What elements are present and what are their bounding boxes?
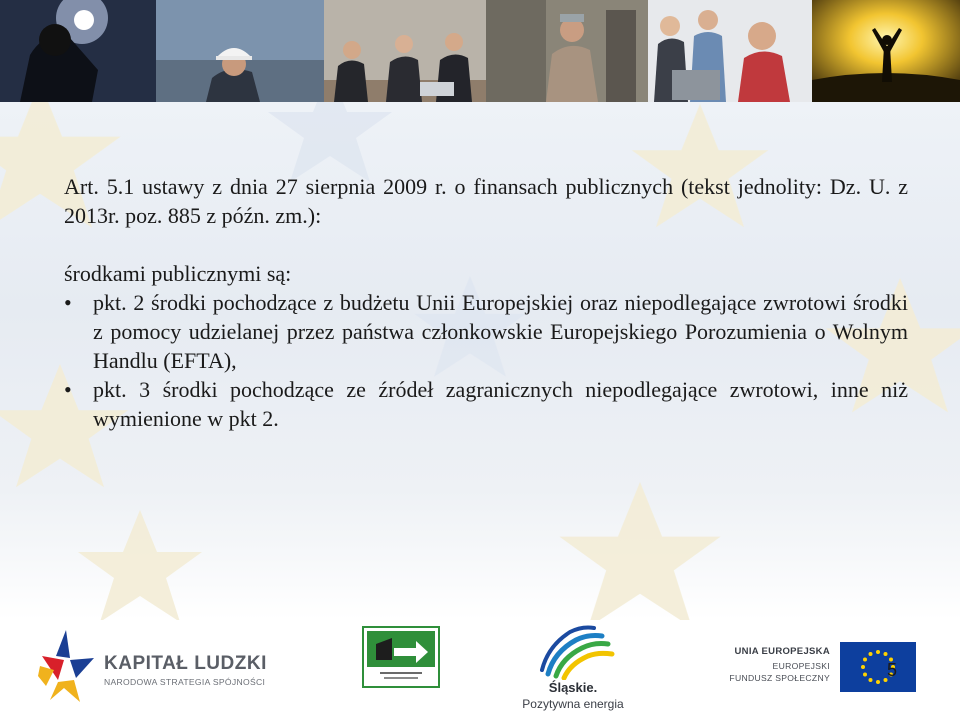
ue-fund-line: FUNDUSZ SPOŁECZNY (729, 673, 830, 683)
wup-katowice-logo (362, 626, 440, 693)
eu-flag-star (861, 665, 865, 669)
eu-flag-star (884, 652, 888, 656)
engineer-photo (156, 0, 324, 102)
kapital-ludzki-logo (36, 626, 98, 711)
slaskie-logo (528, 624, 618, 685)
eu-flag-star (869, 678, 873, 682)
ue-fund-line: EUROPEJSKI (772, 661, 830, 671)
kapital-ludzki-subtitle: NARODOWA STRATEGIA SPÓJNOŚCI (104, 677, 266, 687)
article-reference: Art. 5.1 ustawy z dnia 27 sierpnia 2009 r. o finansach publicznych (tekst jednolity: Dz. U. z 2013r. poz. 885 z późn. zm.): (64, 174, 908, 228)
worker-photo (486, 0, 648, 102)
ue-fund-name (700, 660, 830, 684)
footer-logos (0, 620, 960, 720)
business-team-photo (324, 0, 486, 102)
eu-flag-star (869, 652, 873, 656)
slaskie-tagline: Pozytywna energia (522, 697, 624, 711)
slaskie-name: Śląskie. (548, 680, 598, 695)
list-item: • pkt. 3 środki pochodzące ze źródeł zagranicznych niepodlegające zwrotowi, inne niż wymienione w pkt 2. (64, 375, 908, 433)
ue-title: UNIA EUROPEJSKA (734, 646, 830, 657)
sunset-silhouette-photo (812, 0, 960, 102)
slide-content (64, 172, 908, 433)
page-number: 5 (887, 660, 898, 680)
eu-flag-star (863, 673, 867, 677)
eu-flag-star (876, 680, 880, 684)
kapital-ludzki-title: KAPITAŁ LUDZKI (104, 653, 267, 674)
office-workers-photo (648, 0, 812, 102)
section-heading: środkami publicznymi są: (64, 261, 292, 286)
photo-banner (0, 0, 960, 102)
list-item: • pkt. 2 środki pochodzące z budżetu Unii Europejskiej oraz niepodlegające zwrotowi środki z pomocy udzielanej przez państwa członkowskie Europejskiego Porozumienia o Wolnym Handlu (EFTA), (64, 288, 908, 375)
eu-flag-star (876, 650, 880, 654)
eu-flag-icon (840, 642, 916, 697)
eu-flag-star (863, 658, 867, 662)
welder-photo (0, 0, 156, 102)
bullet-list (64, 288, 908, 433)
